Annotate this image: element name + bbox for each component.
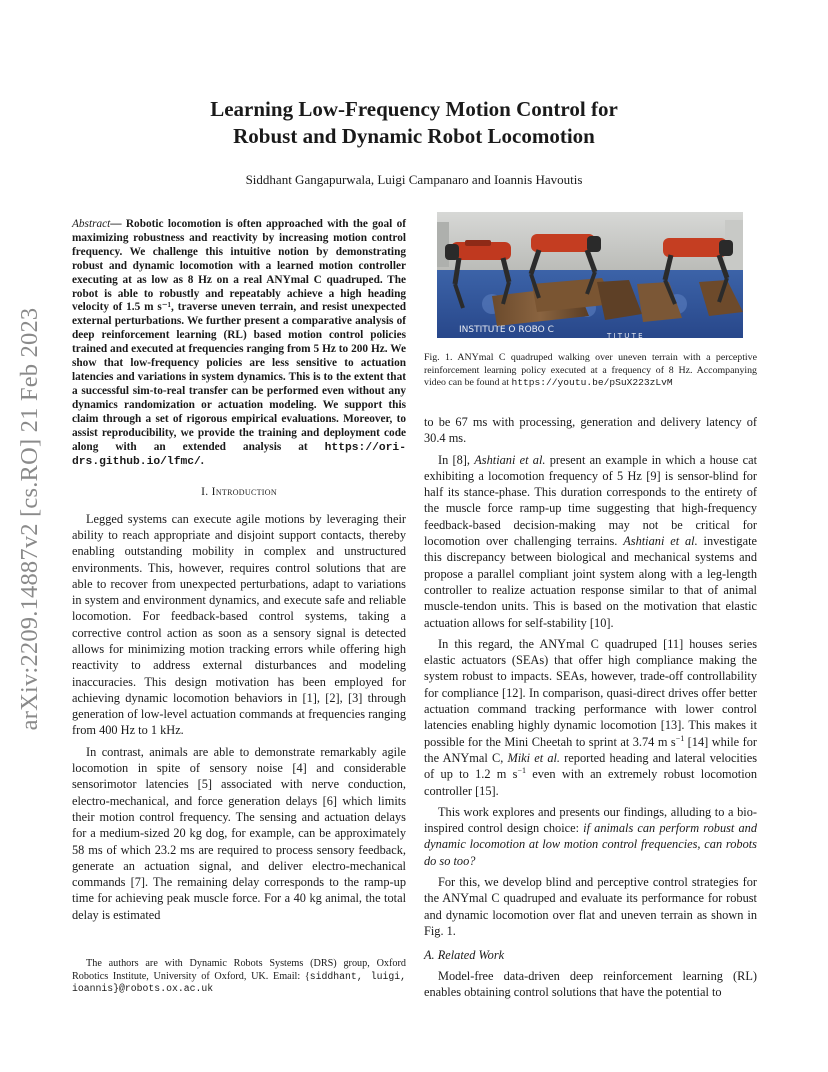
intro-paragraph-1: Legged systems can execute agile motions by leveraging their ability to reach appropriate and disjoint support contacts, thereby enabling outstanding mobility in complex and unstructured environments. This, however, requires control solutions that are able to recover from unexpected perturbations, adapt to variations in system and environment dynamics, and execute safe and reliable locomotion. For feedback-based control systems, taking a corrective control action as soon as a sensory signal is detected allows for minimizing motion tracking errors while offering high reactivity to address external disturbances and modeling inaccuracies. This design motivation has been employed for achieving dynamic locomotion behaviors in [1], [2], [3] through generation of low-level actuation commands at frequencies ranging from 400 Hz to 1 kHz. bbox=[72, 511, 406, 738]
section-heading-introduction bbox=[72, 484, 406, 500]
related-work-paragraph-1: Model-free data-driven deep reinforcement learning (RL) enables obtaining control solutions that have the potential to bbox=[424, 968, 757, 999]
footnote-domain: }@robots.ox.ac.uk bbox=[113, 983, 214, 995]
video-url[interactable]: https://youtu.be/pSuX223zLvM bbox=[511, 377, 673, 389]
p4-text-b: [14] while for the ANYmal C, bbox=[424, 734, 757, 765]
intro-paragraph-2: In contrast, animals are able to demonstrate remarkably agile locomotion in spite of sensory noise [4] and considerable sensorimotor latencies [5] associated with nerve conduction, electro-mechanical, and force generation delays [6] which limits their motion control frequency. The sensing and actuation delays for a medium-sized 20 kg dog, for example, can be approximately 58 ms of which 23.2 ms are required to process sensory feedback, generate an actuation signal, and deliver electro-mechanical commands [7]. The remaining delay corresponds to the ramp-up time for achieving peak muscle force. For a 40 kg animal, the total delay is estimated bbox=[72, 744, 406, 922]
caption-label: Fig. 1. bbox=[424, 352, 453, 363]
abstract-end: . bbox=[200, 455, 204, 468]
figure-1-caption bbox=[424, 352, 757, 390]
banner-text-sub: T I T U T E bbox=[607, 332, 643, 338]
author-affiliation-footnote bbox=[72, 958, 406, 996]
abstract-body: — Robotic locomotion is often approached with the goal of maximizing robustness and reactivity by increasing motion control frequency. We challenge this intuitive notion by demonstrating robust and dynamic locomotion with a learned motion controller executing at as low as 8 Hz on a real ANYmal C quadruped. The robot is able to robustly and repeatably achieve a high heading velocity of 1.5 m s⁻¹, traverse uneven terrain, and resist unexpected external perturbations. We further present a comparative analysis of deep reinforcement learning (RL) based motion control policies trained and executed at frequencies ranging from 5 Hz to 200 Hz. We show that low-frequency policies are less sensitive to actuation latencies and variations in system dynamics. This is to the extent that a successful sim-to-real transfer can be performed even without any dynamics randomization or actuation modeling. We support this claim through a set of rigorous empirical evaluations. Moreover, to assist reproducibility, we provide the training and deployment code along with an extended analysis at bbox=[72, 218, 406, 453]
p4-text-d: even with an extremely robust locomotion controller [15]. bbox=[424, 767, 757, 798]
p3-text-a: In [8], bbox=[438, 452, 475, 467]
p4-exponent-2: −1 bbox=[517, 766, 526, 776]
p4-author: Miki et al. bbox=[507, 750, 561, 765]
figure-1-photo bbox=[437, 212, 743, 338]
p5-text-a: This work explores and presents our findings, alluding to a bio-inspired control design choice: bbox=[424, 804, 757, 836]
subsection-heading-related-work: A. Related Work bbox=[424, 948, 505, 963]
intro-paragraph-5 bbox=[424, 804, 757, 869]
intro-paragraph-4 bbox=[424, 636, 757, 799]
p4-text-a: In this regard, the ANYmal C quadruped [11] houses series elastic actuators (SEAs) that offer high compliance making the system robust to impacts. SEAs, however, trade-off controllability for compliance [12]. In comparison, quasi-direct drives offer better actuation command tracking performance with lower control latencies enabling highly dynamic locomotion [13]. This makes it possible for the Mini Cheetah to sprint at 3.74 m s bbox=[424, 636, 757, 749]
p3-author: Ashtiani et al. bbox=[474, 452, 546, 467]
intro-paragraph-3 bbox=[424, 452, 757, 631]
p5-research-question: if animals can perform robust and dynamic locomotion at low motion control frequencies, can robots do so too? bbox=[424, 821, 757, 868]
left-column bbox=[72, 218, 406, 923]
p4-exponent: −1 bbox=[675, 733, 685, 743]
footnote-text: The authors are with Dynamic Robots Systems (DRS) group, Oxford Robotics Institute, University of Oxford, UK. Email: { bbox=[72, 958, 406, 982]
p3-text-b: present an example in which a house cat exhibiting a locomotion frequency of 5 Hz [9] is sensor-blind for half its stance-phase. This duration corresponds to the entirety of the muscle force ramp-up time suggesting that high-frequency feedback-based decision-making may not be critical for locomotion over challenging terrains. bbox=[424, 452, 757, 549]
section-number: I. bbox=[201, 485, 212, 499]
section-title: Introduction bbox=[211, 485, 277, 499]
title-line-2: Robust and Dynamic Robot Locomotion bbox=[233, 124, 595, 148]
p4-text-c: reported heading and lateral velocities of up to 1.2 m s bbox=[424, 750, 757, 782]
arxiv-id: arXiv:2209.14887v2 [cs.RO] 21 Feb 2023 bbox=[16, 307, 43, 731]
abstract bbox=[72, 218, 406, 470]
arxiv-sidebar-stamp bbox=[10, 284, 50, 754]
intro-paragraph-6: For this, we develop blind and perceptive control strategies for the ANYmal C quadruped and evaluate its performance for robust and dynamic locomotion over flat and uneven terrain as shown in Fig. 1. bbox=[424, 875, 757, 938]
abstract-label: Abstract bbox=[72, 218, 111, 230]
p3-text-c: investigate this discrepancy between biological and mechanical systems and propose a parallel compliant joint system along with a leg-length controller to realize actuation response similar to that of animal muscle-tendon units. This is based on the motivation that elastic actuation allows for self-stability [10]. bbox=[424, 534, 757, 630]
footnote-emails: siddhant, luigi, ioannis bbox=[72, 970, 406, 995]
title-line-1: Learning Low-Frequency Motion Control for bbox=[210, 97, 618, 121]
paper-title bbox=[100, 96, 728, 150]
intro-paragraph-2-continued: to be 67 ms with processing, generation and delivery latency of 30.4 ms. bbox=[424, 415, 757, 446]
author-list: Siddhant Gangapurwala, Luigi Campanaro and Ioannis Havoutis bbox=[245, 172, 583, 187]
p3-author-2: Ashtiani et al. bbox=[623, 534, 698, 549]
project-url[interactable]: https://ori-drs.github.io/lfmc/ bbox=[72, 441, 406, 469]
right-column bbox=[424, 414, 757, 1000]
caption-text: ANYmal C quadruped walking over uneven terrain with a perceptive reinforcement learning policy executed at a frequency of 8 Hz. Accompanying video can be found at bbox=[424, 352, 757, 389]
banner-text-main: INSTITUTE O ROBO C bbox=[459, 325, 554, 335]
